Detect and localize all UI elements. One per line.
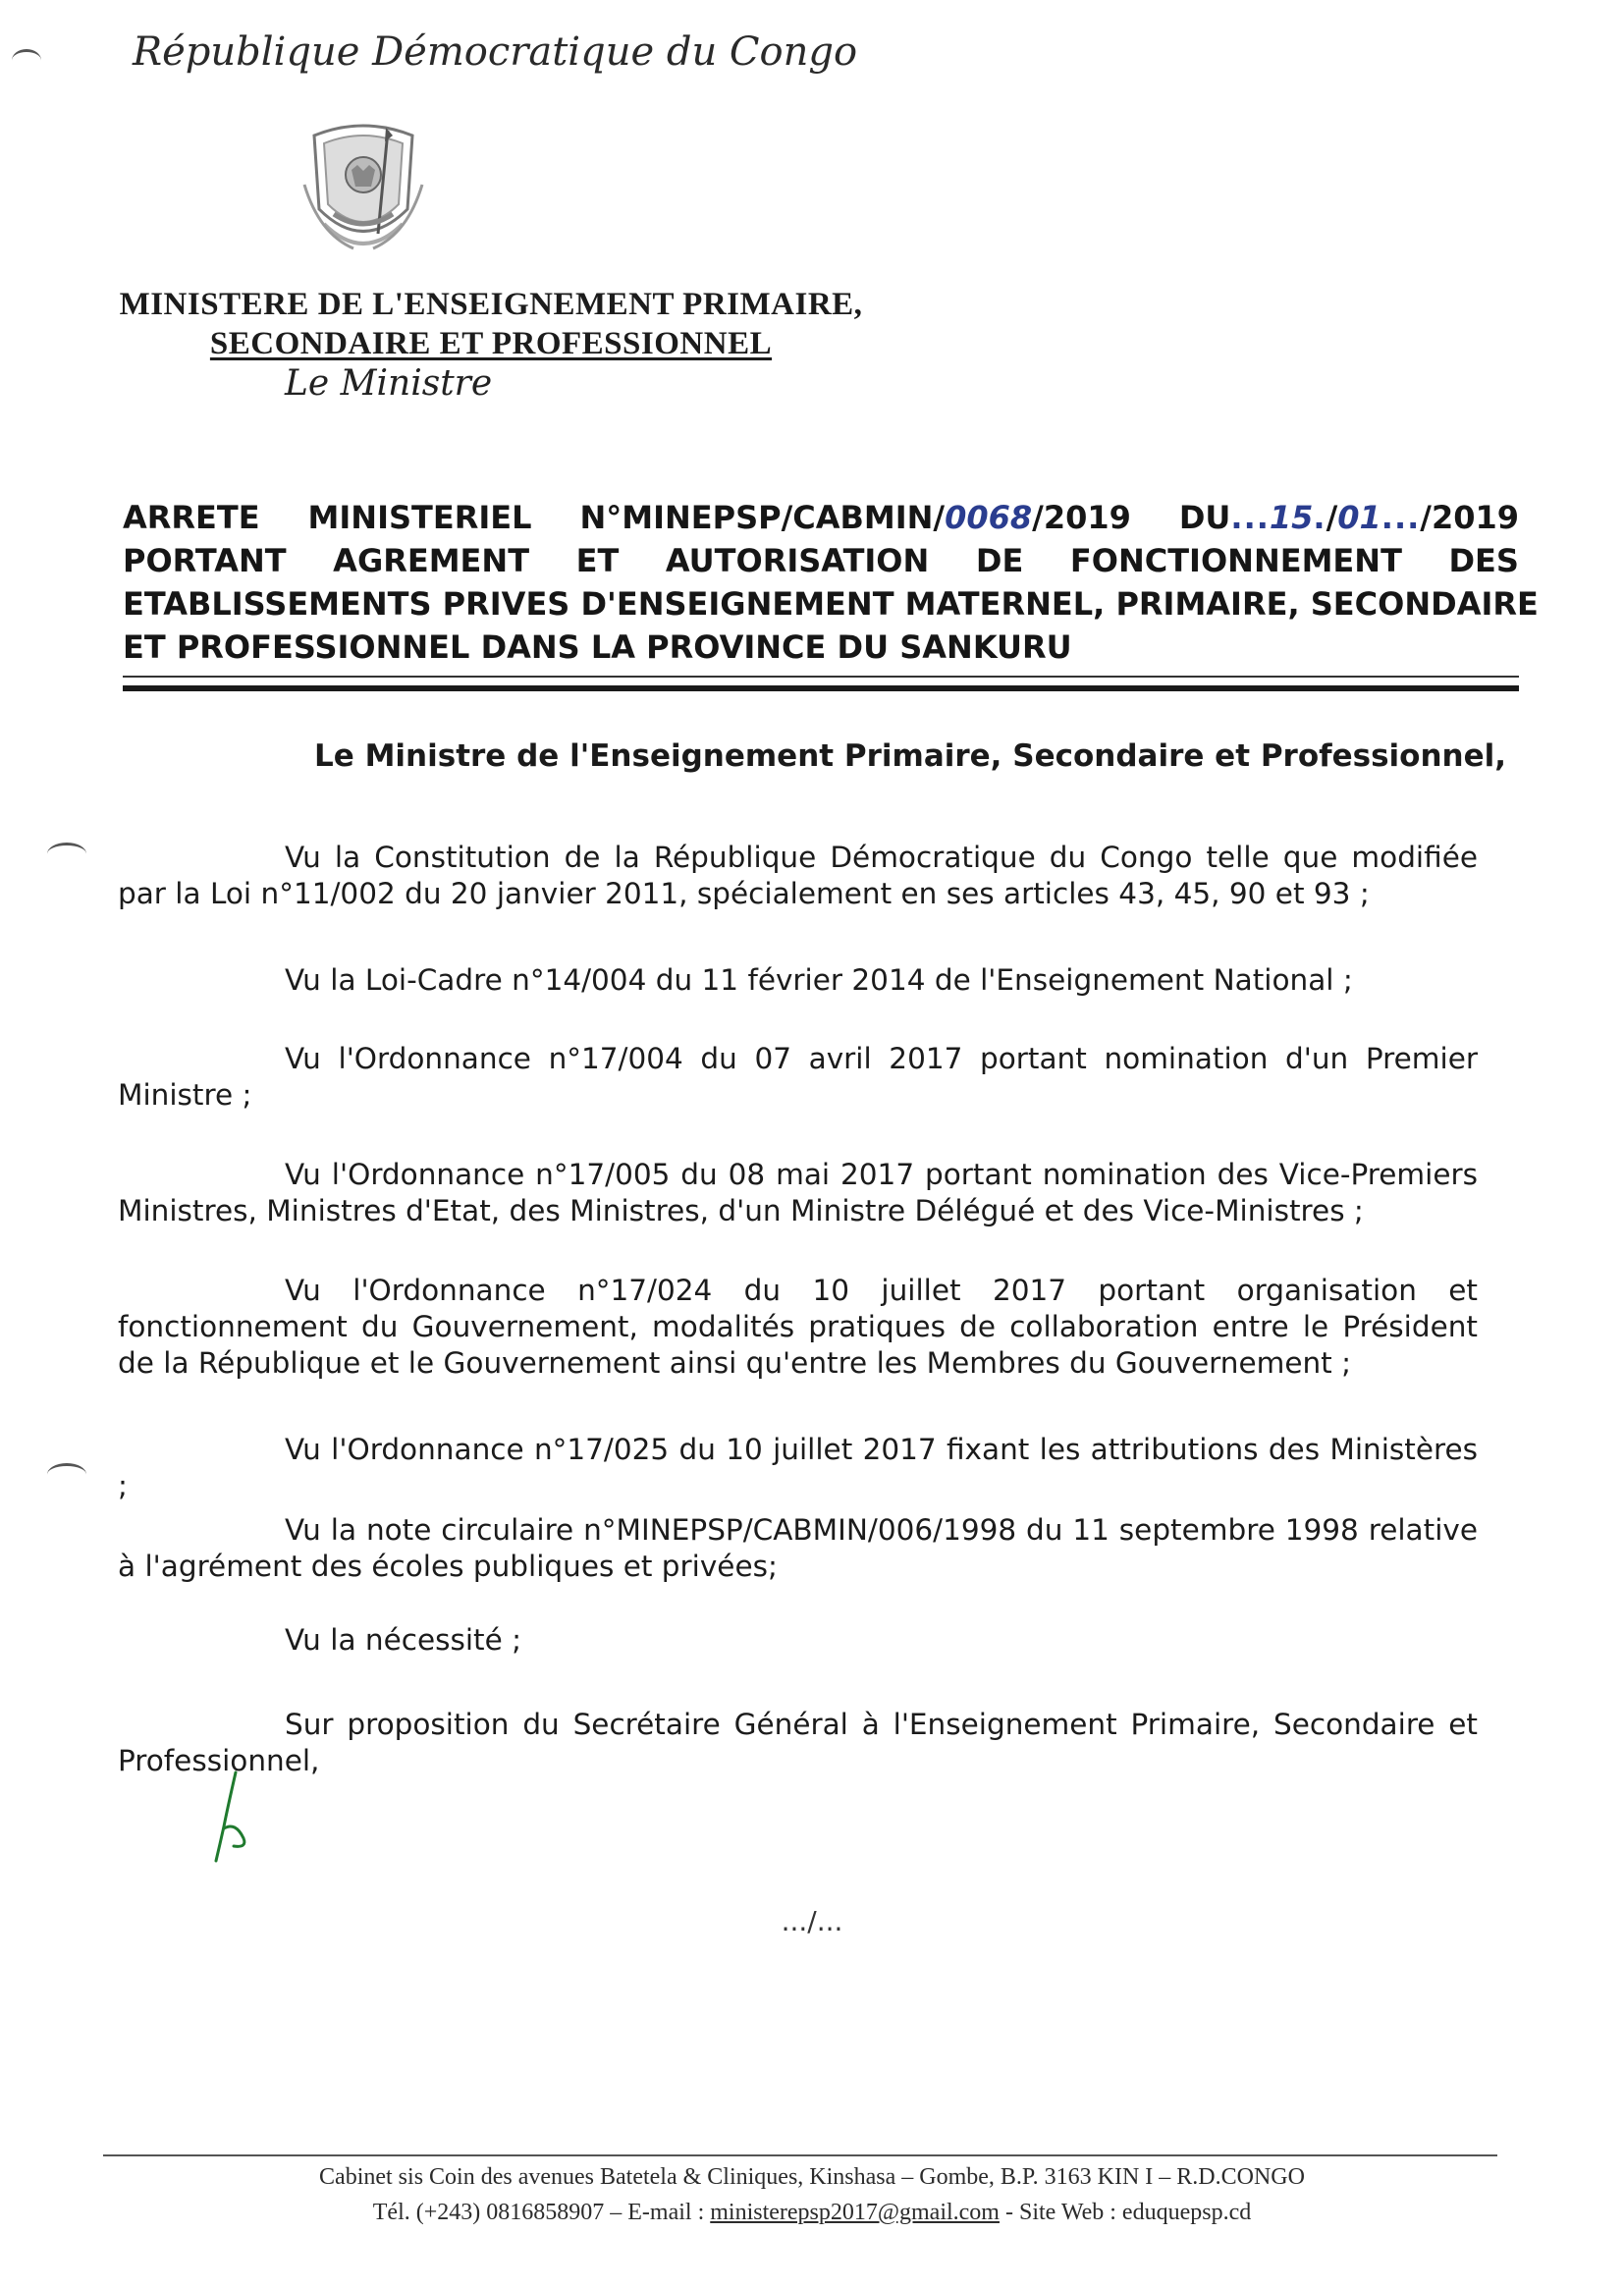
decree-word: FONCTIONNEMENT	[1069, 542, 1402, 579]
heading-rule	[123, 685, 1519, 691]
considerant-ordonnance-17-005: Vu l'Ordonnance n°17/005 du 08 mai 2017 portant nomination des Vice-Premiers Ministres, Ministres d'Etat, des Ministres, d'un Ministre Délégué et des Vice-Ministres ;	[118, 1158, 1478, 1227]
decree-word: DE	[975, 542, 1024, 579]
minister-title: Le Ministre de l'Enseignement Primaire, Secondaire et Professionnel,	[314, 738, 1507, 774]
decree-word: ET	[575, 542, 620, 579]
punch-hole-mark	[12, 49, 41, 72]
heading-rule-thin	[123, 676, 1519, 678]
footer-website: - Site Web : eduquepsp.cd	[999, 2200, 1252, 2225]
footer-email-link[interactable]: ministerepsp2017@gmail.com	[710, 2200, 1000, 2225]
considerant-ordonnance-17-024: Vu l'Ordonnance n°17/024 du 10 juillet 2017 portant organisation et fonctionnement du Gouvernement, modalités pratiques de collaboration entre le Président de la République et le Gouvernement ainsi qu'entre les Membres du Gouvernement ;	[118, 1274, 1478, 1380]
decree-reference: N°MINEPSP/CABMIN/0068/2019	[579, 499, 1131, 536]
considerant-necessite: Vu la nécessité ;	[285, 1623, 522, 1657]
decree-word: AGREMENT	[333, 542, 530, 579]
considerant-constitution: Vu la Constitution de la République Démocratique du Congo telle que modifiée par la Loi n°11/002 du 20 janvier 2011, spécialement en ses articles 43, 45, 90 et 93 ;	[118, 841, 1478, 910]
signatory-label: Le Ministre	[285, 363, 493, 404]
handwritten-month: 01	[1337, 499, 1381, 536]
ministry-name	[98, 285, 884, 363]
footer-phone: Tél. (+243) 0816858907 – E-mail :	[372, 2200, 711, 2225]
decree-word: PORTANT	[123, 542, 287, 579]
ministry-line-1: MINISTERE DE L'ENSEIGNEMENT PRIMAIRE,	[119, 287, 863, 322]
considerant-proposition: Sur proposition du Secrétaire Général à l'Enseignement Primaire, Secondaire et Professionnel,	[118, 1708, 1478, 1777]
considerant-ordonnance-17-004: Vu l'Ordonnance n°17/004 du 07 avril 2017 portant nomination d'un Premier Ministre ;	[118, 1042, 1478, 1112]
punch-hole-mark	[47, 1463, 86, 1486]
considerant-loi-cadre: Vu la Loi-Cadre n°14/004 du 11 février 2014 de l'Enseignement National ;	[285, 963, 1353, 997]
considerant-ordonnance-17-025: Vu l'Ordonnance n°17/025 du 10 juillet 2017 fixant les attributions des Ministères ;	[118, 1433, 1478, 1502]
decree-label: ARRETE	[123, 499, 260, 536]
handwritten-decree-number: 0068	[945, 499, 1033, 536]
continuation-mark: .../...	[781, 1905, 843, 1937]
decree-word: DES	[1448, 542, 1519, 579]
coat-of-arms-emblem	[295, 116, 432, 263]
handwritten-day: 15	[1269, 499, 1314, 536]
decree-line-4: ET PROFESSIONNEL DANS LA PROVINCE DU SANKURU	[123, 628, 1072, 666]
decree-line-2	[123, 542, 1519, 579]
republic-heading: République Démocratique du Congo	[133, 29, 858, 75]
ministry-line-2: SECONDAIRE ET PROFESSIONNEL	[209, 326, 773, 361]
considerant-note-circulaire: Vu la note circulaire n°MINEPSP/CABMIN/006/1998 du 11 septembre 1998 relative à l'agrément des écoles publiques et privées;	[118, 1513, 1478, 1583]
footer-rule	[103, 2154, 1497, 2156]
decree-word: AUTORISATION	[665, 542, 930, 579]
punch-hole-mark	[47, 843, 86, 865]
decree-label-2: MINISTERIEL	[307, 499, 532, 536]
footer-contact	[0, 2200, 1624, 2226]
decree-line-3: ETABLISSEMENTS PRIVES D'ENSEIGNEMENT MATERNEL, PRIMAIRE, SECONDAIRE	[123, 585, 1539, 623]
initial-signature-mark	[206, 1768, 265, 1866]
decree-line-1	[123, 499, 1519, 536]
footer-address: Cabinet sis Coin des avenues Batetela & Cliniques, Kinshasa – Gombe, B.P. 3163 KIN I – R.D.CONGO	[319, 2164, 1305, 2190]
decree-date: DU...15./01.../2019	[1178, 499, 1519, 536]
